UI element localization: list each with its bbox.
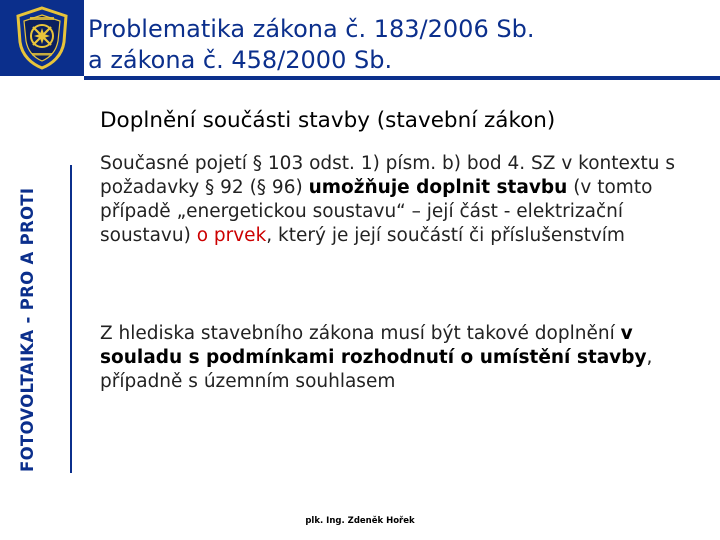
p2-text-2: , případně s územním souhlasem: [100, 347, 653, 392]
p1-bold-1: umožňuje doplnit stavbu: [308, 177, 568, 198]
paragraph-1: [100, 152, 706, 248]
title-line-2: a zákona č. 458/2000 Sb.: [88, 46, 393, 74]
p1-text-3: , který je její součástí či příslušenstvím: [266, 225, 625, 246]
logo-box: [0, 0, 84, 76]
p1-text-1: Současné pojetí § 103 odst. 1) písm. b) bod 4. SZ v kontextu s požadavky § 92 (§ 96): [100, 153, 676, 198]
p1-red-1: o prvek: [196, 225, 267, 246]
vertical-section-label: FOTOVOLTAIKA - PRO A PROTI: [18, 187, 37, 472]
title-line-1: Problematika zákona č. 183/2006 Sb.: [88, 15, 535, 43]
p2-bold-1: v souladu s podmínkami rozhodnutí o umístění stavby: [100, 323, 647, 368]
p1-text-2: (v tomto případě „energetickou soustavu“ – její část - elektrizační soustavu): [100, 177, 653, 246]
slide-title: [88, 14, 708, 76]
slide-subtitle: Doplnění součásti stavby (stavební zákon): [100, 108, 556, 133]
author-footer: plk. Ing. Zdeněk Hořek: [305, 516, 415, 526]
vertical-divider: [70, 165, 72, 473]
title-underline: [84, 76, 720, 80]
p2-text-1: Z hlediska stavebního zákona musí být takové doplnění: [100, 323, 621, 344]
paragraph-2: [100, 322, 706, 394]
